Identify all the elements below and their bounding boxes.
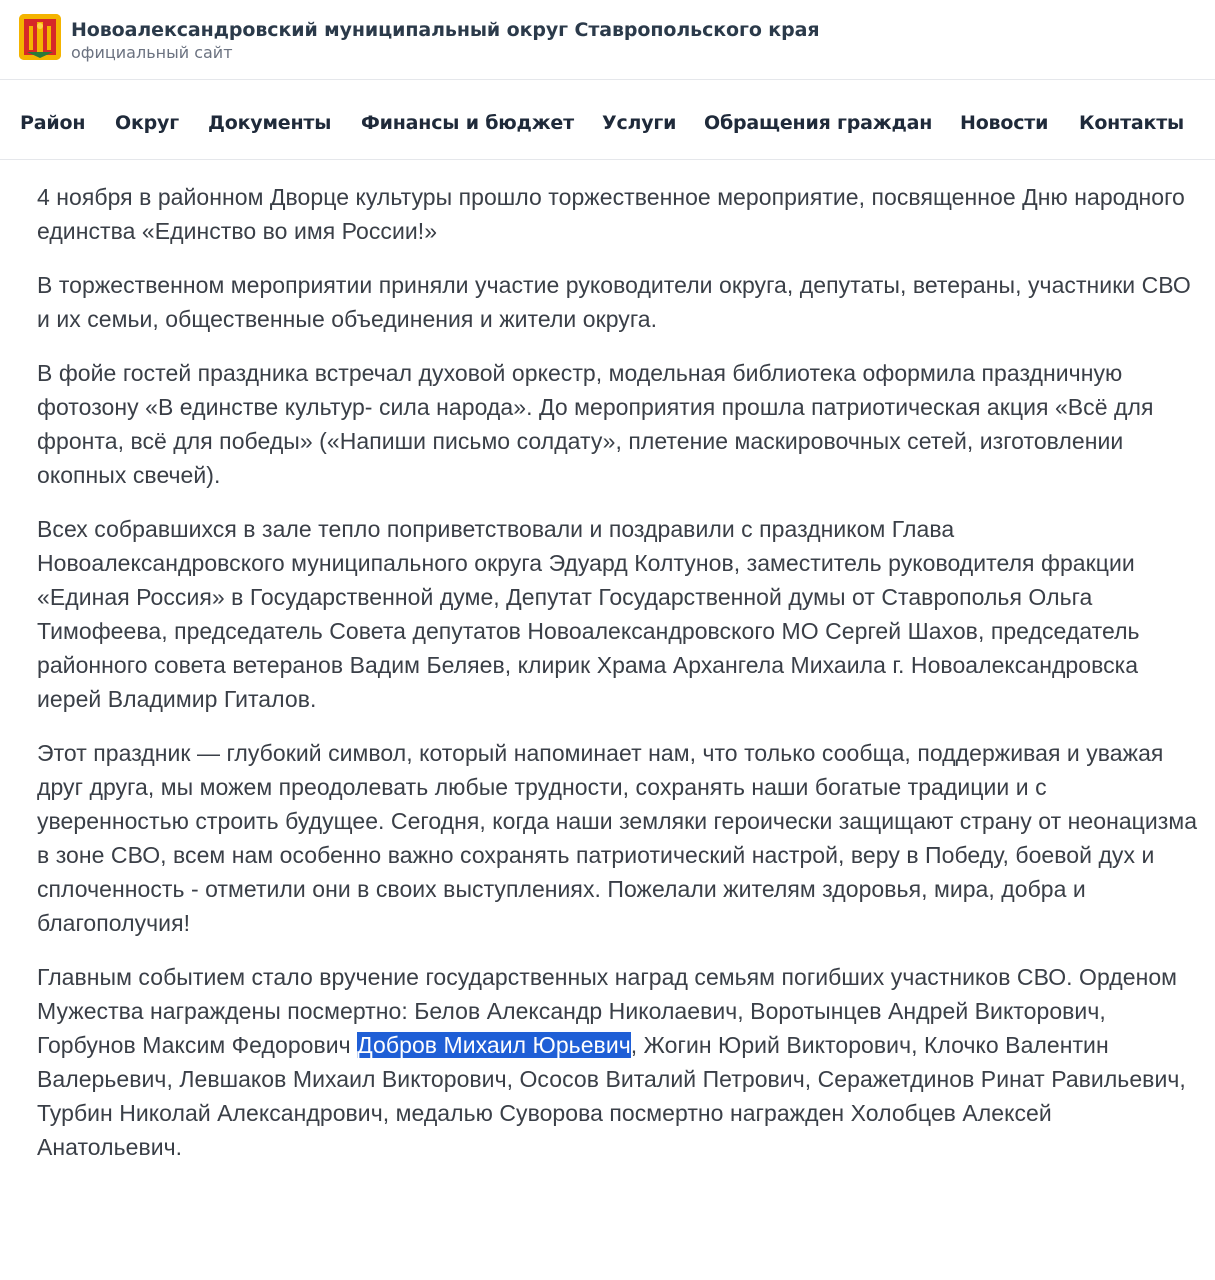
article-paragraph-4: Всех собравшихся в зале тепло поприветствовали и поздравили с праздником Глава Новоалександровского муниципального округа Эдуард Колтунов, заместитель руководителя фракции «Единая Россия» в Государственной думе, Депутат Государственной думы от Ставрополья Ольга Тимофеева, председатель Совета депутатов Новоалександровского МО Сергей Шахов, председатель районного совета ветеранов Вадим Беляев, клирик Храма Архангела Михаила г. Новоалександровска иерей Владимир Гиталов. bbox=[37, 516, 1140, 712]
nav-item-finance[interactable]: Финансы и бюджет bbox=[361, 112, 574, 134]
article-paragraph-3: В фойе гостей праздника встречал духовой оркестр, модельная библиотека оформила праздничную фотозону «В единстве культур- сила народа». До мероприятия прошла патриотическая акция «Всё для фронта, всё для победы» («Напиши письмо солдату», плетение маскировочных сетей, изготовлении окопных свечей). bbox=[37, 360, 1154, 488]
site-subtitle: официальный сайт bbox=[71, 43, 233, 62]
nav-item-okrug[interactable]: Округ bbox=[115, 112, 179, 134]
nav-item-services[interactable]: Услуги bbox=[602, 112, 677, 134]
site-header bbox=[0, 0, 1215, 80]
article-body bbox=[37, 180, 1202, 1184]
paragraph-6-text-after: , Жогин Юрий Викторович, Клочко Валентин Валерьевич, Левшаков Михаил Викторович, Ососов Виталий Петрович, Серажетдинов Ринат Равильевич, Турбин Николай Александрович, медалью Суворова посмертно награжден Холобцев Алексей Анатольевич. bbox=[37, 1032, 1186, 1160]
article-paragraph-1: 4 ноября в районном Дворце культуры прошло торжественное мероприятие, посвященное Дню народного единства «Единство во имя России!» bbox=[37, 184, 1185, 244]
nav-item-documents[interactable]: Документы bbox=[208, 112, 332, 134]
nav-item-appeals[interactable]: Обращения граждан bbox=[704, 112, 933, 134]
site-title[interactable]: Новоалександровский муниципальный округ Ставропольского края bbox=[71, 19, 820, 41]
nav-item-rayon[interactable]: Район bbox=[20, 112, 86, 134]
nav-item-news[interactable]: Новости bbox=[960, 112, 1049, 134]
nav-item-contacts[interactable]: Контакты bbox=[1079, 112, 1185, 134]
coat-of-arms-icon[interactable] bbox=[19, 14, 61, 60]
article-paragraph-5: Этот праздник — глубокий символ, который напоминает нам, что только сообща, поддерживая и уважая друг друга, мы можем преодолевать любые трудности, сохранять наши богатые традиции и с уверенностью строить будущее. Сегодня, когда наши земляки героически защищают страну от неонацизма в зоне СВО, всем нам особенно важно сохранять патриотический настрой, веру в Победу, боевой дух и сплоченность - отметили они в своих выступлениях. Пожелали жителям здоровья, мира, добра и благополучия! bbox=[37, 740, 1198, 936]
main-navigation bbox=[0, 80, 1215, 160]
article-paragraph-6 bbox=[37, 960, 1202, 1164]
paragraph-6-text-before: Главным событием стало вручение государственных наград семьям погибших участников СВО. Орденом Мужества награждены посмертно: Белов Александр Николаевич, Воротынцев Андрей Викторович, Горбунов Максим Федорович bbox=[37, 964, 1178, 1058]
article-paragraph-2: В торжественном мероприятии приняли участие руководители округа, депутаты, ветераны, участники СВО и их семьи, общественные объединения и жители округа. bbox=[37, 272, 1191, 332]
selected-text-highlight[interactable]: Добров Михаил Юрьевич bbox=[357, 1032, 631, 1058]
